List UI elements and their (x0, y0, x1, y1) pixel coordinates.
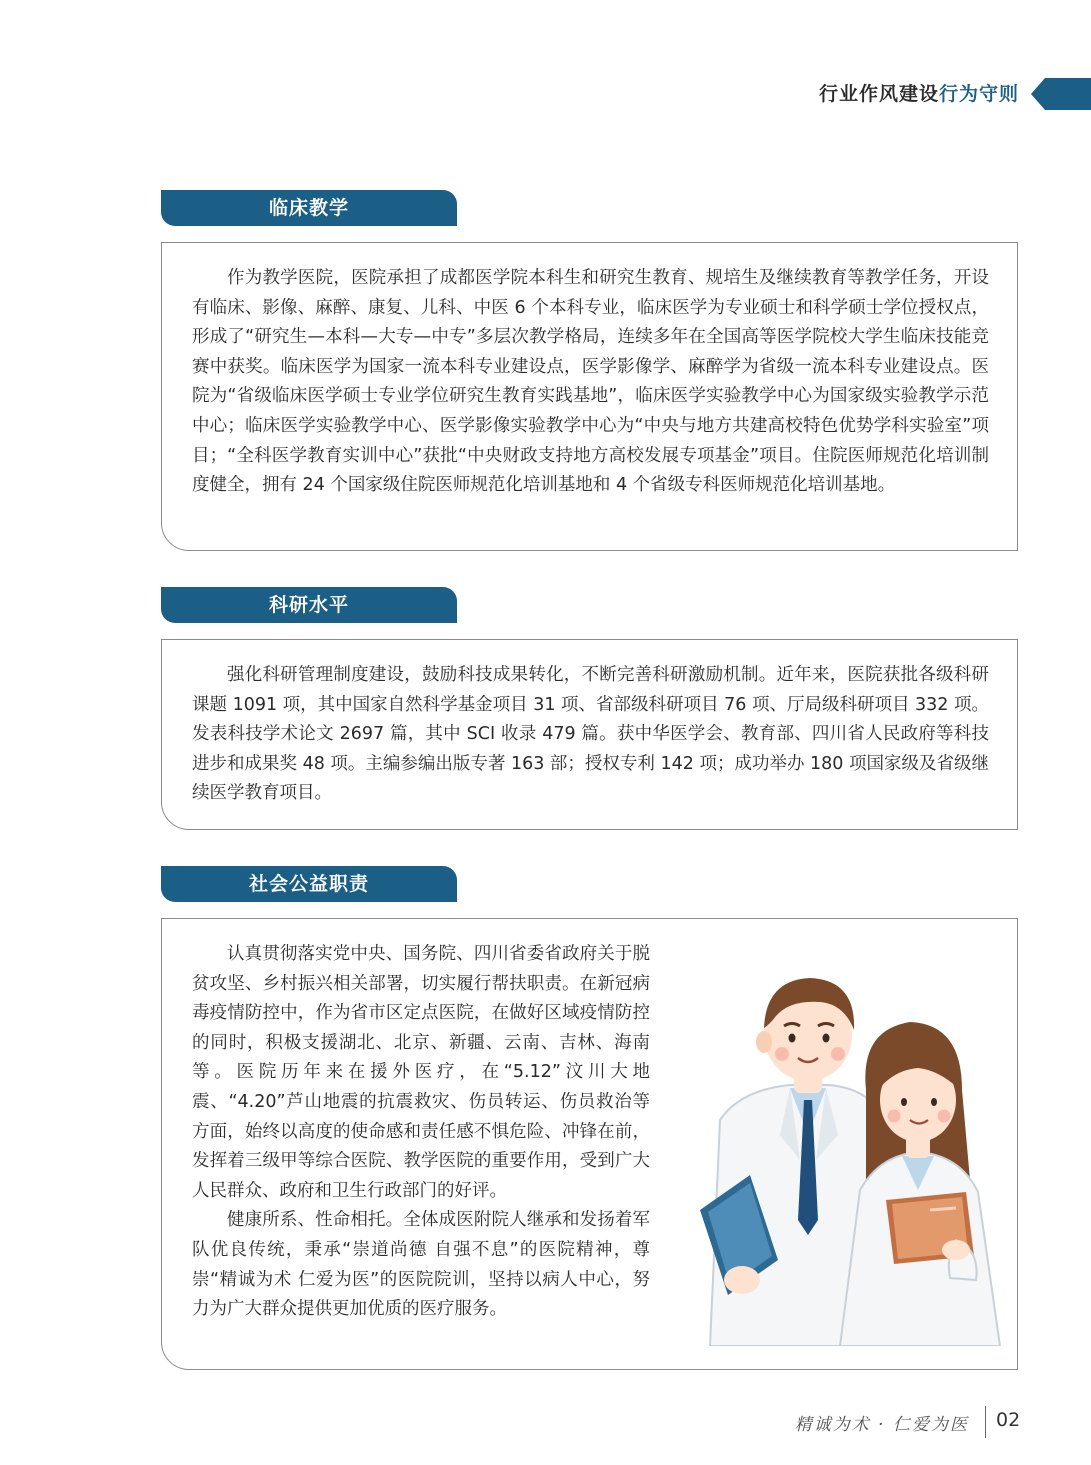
header-title (819, 78, 1019, 110)
section-paragraph: 健康所系、性命相托。全体成医附院人继承和发扬着军队优良传统，秉承“崇道尚德 自强不息”的医院精神，尊崇“精诚为术 仁爱为医”的医院院训，坚持以病人中心，努力为广大群众提供更加优质的医疗服务。 (192, 1210, 650, 1320)
doctors-illustration-icon (680, 960, 1010, 1346)
section-title-social-welfare: 社会公益职责 (161, 866, 457, 902)
section-paragraph: 认真贯彻落实党中央、国务院、四川省委省政府关于脱贫攻坚、乡村振兴相关部署，切实履行帮扶职责。在新冠病毒疫情防控中，作为省市区定点医院，在做好区域疫情防控的同时，积极支援湖北、北京、新疆、云南、吉林、海南等。医院历年来在援外医疗，在“5.12”汶川大地震、“4.20”芦山地震的抗震救灾、伤员转运、伤员救治等方面，始终以高度的使命感和责任感不惧危险、冲锋在前，发挥着三级甲等综合医院、教学医院的重要作用，受到广大人民群众、政府和卫生行政部门的好评。 (192, 944, 650, 1201)
section-title-clinical-teaching: 临床教学 (161, 190, 457, 226)
page-number: 02 (996, 1409, 1021, 1431)
footer-slogan: 精诚为术 · 仁爱为医 (794, 1415, 969, 1435)
text-column (192, 940, 650, 1325)
section-paragraph: 作为教学医院，医院承担了成都医学院本科生和研究生教育、规培生及继续教育等教学任务，开设有临床、影像、麻醉、康复、儿科、中医 6 个本科专业，临床医学为专业硕士和科学硕士学位授权点，形成了“研究生—本科—大专—中专”多层次教学格局，连续多年在全国高等医学院校大学生临床技能竞赛中获奖。临床医学为国家一流本科专业建设点，医学影像学、麻醉学为省级一流本科专业建设点。医院为“省级临床医学硕士专业学位研究生教育实践基地”，临床医学实验教学中心为国家级实验教学示范中心；临床医学实验教学中心、医学影像实验教学中心为“中央与地方共建高校特色优势学科实验室”项目；“全科医学教育实训中心”获批“中央财政支持地方高校发展专项基金”项目。住院医师规范化培训制度健全，拥有 24 个国家级住院医师规范化培训基地和 4 个省级专科医师规范化培训基地。 (192, 268, 989, 496)
footer-divider (985, 1406, 986, 1438)
header-tab-decoration (1031, 78, 1091, 110)
section-box-research (161, 639, 1018, 830)
header-title-part2: 行为守则 (938, 83, 1019, 105)
header-title-part1: 行业作风建设 (818, 83, 939, 105)
section-paragraph: 强化科研管理制度建设，鼓励科技成果转化，不断完善科研激励机制。近年来，医院获批各级科研课题 1091 项，其中国家自然科学基金项目 31 项、省部级科研项目 76 项、厅局级科研项目 332 项。发表科技学术论文 2697 篇，其中 SCI 收录 479 篇。获中华医学会、教育部、四川省人民政府等科技进步和成果奖 48 项。主编参编出版专著 163 部；授权专利 142 项；成功举办 180 项国家级及省级继续医学教育项目。 (192, 665, 989, 804)
section-title-research: 科研水平 (161, 587, 457, 623)
section-box-clinical-teaching (161, 242, 1018, 551)
